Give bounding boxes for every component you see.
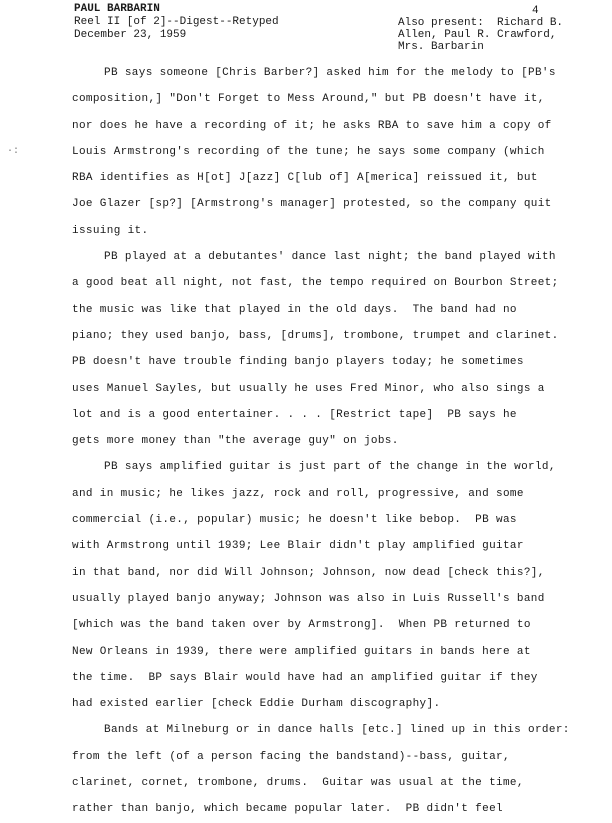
- text-line: from the left (of a person facing the bandstand)--bass, guitar,: [72, 750, 510, 763]
- header-left: [74, 3, 279, 42]
- text-line: RBA identifies as H[ot] J[azz] C[lub of] A[merica] reissued it, but: [72, 172, 538, 185]
- interview-date: December 23, 1959: [74, 29, 187, 41]
- text-line: PB says amplified guitar is just part of the change in the world,: [104, 461, 556, 474]
- text-line: issuing it.: [72, 224, 149, 237]
- text-line: clarinet, cornet, trombone, drums. Guitar was usual at the time,: [72, 777, 524, 790]
- reel-info: Reel II [of 2]--Digest--Retyped: [74, 16, 279, 28]
- text-line: rather than banjo, which became popular later. PB didn't feel: [72, 803, 503, 816]
- text-line: gets more money than "the average guy" on jobs.: [72, 435, 399, 448]
- text-line: Joe Glazer [sp?] [Armstrong's manager] protested, so the company quit: [72, 198, 552, 211]
- paragraph: [72, 454, 592, 717]
- present-line-2: Allen, Paul R. Crawford,: [398, 29, 557, 41]
- text-line: nor does he have a recording of it; he asks RBA to save him a copy of: [72, 119, 552, 132]
- text-line: composition,] "Don't Forget to Mess Around," but PB doesn't have it,: [72, 93, 545, 106]
- text-line: with Armstrong until 1939; Lee Blair didn't play amplified guitar: [72, 540, 524, 553]
- page-number: 4: [532, 5, 539, 17]
- text-line: lot and is a good entertainer. . . . [Restrict tape] PB says he: [72, 408, 517, 421]
- text-line: a good beat all night, not fast, the tempo required on Bourbon Street;: [72, 277, 559, 290]
- paragraph: [72, 717, 592, 822]
- paragraph: [72, 60, 592, 244]
- text-line: PB played at a debutantes' dance last night; the band played with: [104, 251, 556, 264]
- paragraph: [72, 244, 592, 454]
- text-line: the music was like that played in the old days. The band had no: [72, 303, 517, 316]
- text-line: PB doesn't have trouble finding banjo players today; he sometimes: [72, 356, 524, 369]
- header-right: [398, 17, 563, 53]
- text-line: in that band, nor did Will Johnson; Johnson, now dead [check this?],: [72, 566, 545, 579]
- text-line: [which was the band taken over by Armstrong]. When PB returned to: [72, 619, 531, 632]
- text-line: Bands at Milneburg or in dance halls [etc.] lined up in this order:: [104, 724, 570, 737]
- body-text: [72, 60, 592, 823]
- text-line: Louis Armstrong's recording of the tune; he says some company (which: [72, 145, 545, 158]
- text-line: piano; they used banjo, bass, [drums], trombone, trumpet and clarinet.: [72, 329, 559, 342]
- text-line: the time. BP says Blair would have had an amplified guitar if they: [72, 671, 538, 684]
- margin-mark: ·:: [7, 146, 20, 157]
- text-line: usually played banjo anyway; Johnson was also in Luis Russell's band: [72, 592, 545, 605]
- present-line-3: Mrs. Barbarin: [398, 41, 484, 53]
- text-line: New Orleans in 1939, there were amplified guitars in bands here at: [72, 645, 531, 658]
- text-line: uses Manuel Sayles, but usually he uses Fred Minor, who also sings a: [72, 382, 545, 395]
- text-line: and in music; he likes jazz, rock and roll, progressive, and some: [72, 487, 524, 500]
- present-line-1: Also present: Richard B.: [398, 17, 564, 29]
- text-line: commercial (i.e., popular) music; he doesn't like bebop. PB was: [72, 514, 517, 527]
- interviewee-name: PAUL BARBARIN: [74, 3, 160, 15]
- text-line: PB says someone [Chris Barber?] asked him for the melody to [PB's: [104, 67, 556, 79]
- text-line: had existed earlier [check Eddie Durham discography].: [72, 698, 441, 711]
